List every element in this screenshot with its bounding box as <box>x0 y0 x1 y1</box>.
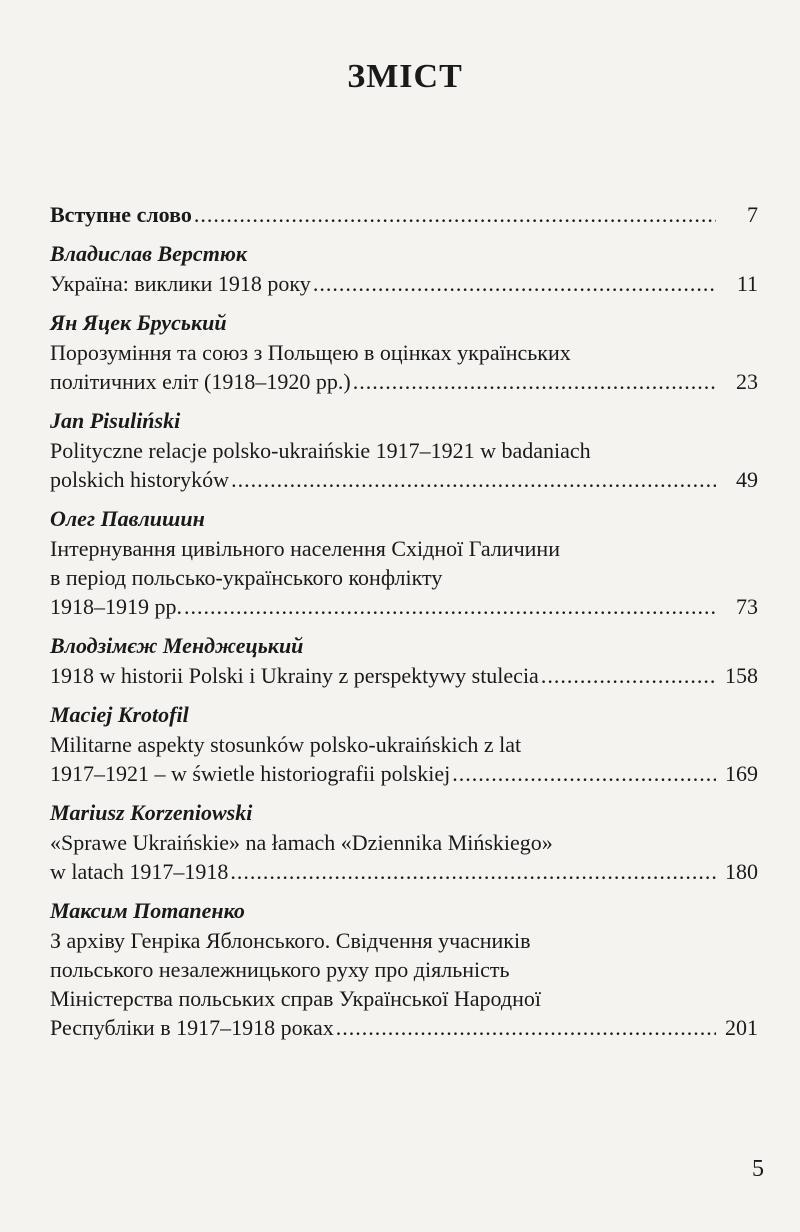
dot-leader <box>230 857 716 886</box>
toc-entry <box>50 798 758 886</box>
toc-page-number: 201 <box>725 1015 758 1040</box>
toc-entry-title: політичних еліт (1918–1920 рр.) <box>50 369 351 394</box>
toc-entry-title-line <box>50 269 758 298</box>
toc-entry-author: Maciej Krotofil <box>50 702 189 727</box>
toc-page-number: 23 <box>736 369 758 394</box>
toc-entry-title-line <box>50 200 758 229</box>
toc-entry-author: Jan Pisuliński <box>50 408 181 433</box>
dot-leader <box>194 200 716 229</box>
toc-entry-title-line: «Sprawe Ukraińskie» na łamach «Dziennika Mińskiego» <box>50 830 553 855</box>
toc-entry-intro <box>50 200 758 229</box>
toc-entry-title-line <box>50 661 758 690</box>
toc-entry-author: Максим Потапенко <box>50 898 245 923</box>
toc-entry-title: 1917–1921 – w świetle historiografii polskiej <box>50 761 451 786</box>
toc-entry-title: 1918 w historii Polski i Ukrainy z perspektywy stulecia <box>50 663 539 688</box>
toc-entry-title-line: Militarne aspekty stosunków polsko-ukraińskich z lat <box>50 732 522 757</box>
toc-page-number: 158 <box>725 663 758 688</box>
toc-entry-author: Mariusz Korzeniowski <box>50 800 253 825</box>
toc-entry <box>50 308 758 396</box>
toc-entry-author: Влодзімєж Менджецький <box>50 633 304 658</box>
toc-entry-title: 1918–1919 рр. <box>50 594 182 619</box>
dot-leader <box>452 759 716 788</box>
toc-entries <box>50 239 758 1042</box>
toc-entry-title-line: Polityczne relacje polsko-ukraińskie 1917–1921 w badaniach <box>50 438 591 463</box>
dot-leader <box>231 465 716 494</box>
toc-entry-title: polskich historyków <box>50 467 230 492</box>
toc-page-number: 49 <box>736 467 758 492</box>
toc-entry-title-line <box>50 1013 758 1042</box>
dot-leader <box>336 1013 716 1042</box>
toc-entry-title: Вступне слово <box>50 202 192 227</box>
toc-entry-title: Республіки в 1917–1918 роках <box>50 1015 334 1040</box>
toc-entry-title-line <box>50 857 758 886</box>
toc-entry-title: w latach 1917–1918 <box>50 859 229 884</box>
toc-entry-title-line: Порозуміння та союз з Польщею в оцінках українських <box>50 340 571 365</box>
toc-page-number: 180 <box>725 859 758 884</box>
toc-entry-author: Владислав Верстюк <box>50 241 248 266</box>
toc-entry <box>50 896 758 1042</box>
toc-page-number: 73 <box>736 594 758 619</box>
toc-entry-author: Ян Яцек Бруський <box>50 310 227 335</box>
toc-entry-title-line: З архіву Генріка Яблонського. Свідчення учасників <box>50 928 531 953</box>
dot-leader <box>184 592 716 621</box>
table-of-contents <box>50 200 758 1052</box>
toc-entry <box>50 406 758 494</box>
page-title: ЗМІСТ <box>347 58 463 95</box>
toc-entry-title-line: Інтернування цивільного населення Східної Галичини <box>50 536 560 561</box>
dot-leader <box>541 661 716 690</box>
toc-entry-title-line: в період польсько-українського конфлікту <box>50 565 443 590</box>
toc-entry-title-line <box>50 465 758 494</box>
toc-entry-title-line <box>50 759 758 788</box>
toc-entry <box>50 504 758 621</box>
toc-entry <box>50 700 758 788</box>
toc-entry <box>50 239 758 298</box>
page-number: 5 <box>752 1156 764 1182</box>
dot-leader <box>313 269 716 298</box>
toc-page-number: 169 <box>725 761 758 786</box>
toc-entry-author: Олег Павлишин <box>50 506 205 531</box>
toc-page-number: 11 <box>736 271 758 296</box>
toc-entry-title-line <box>50 367 758 396</box>
dot-leader <box>353 367 716 396</box>
toc-entry <box>50 631 758 690</box>
toc-entry-title-line: польського незалежницького руху про діяльність <box>50 957 510 982</box>
toc-entry-title-line: Міністерства польських справ Української Народної <box>50 986 541 1011</box>
toc-entry-title-line <box>50 592 758 621</box>
toc-page-number: 7 <box>747 202 758 227</box>
toc-entry-title: Україна: виклики 1918 року <box>50 271 311 296</box>
